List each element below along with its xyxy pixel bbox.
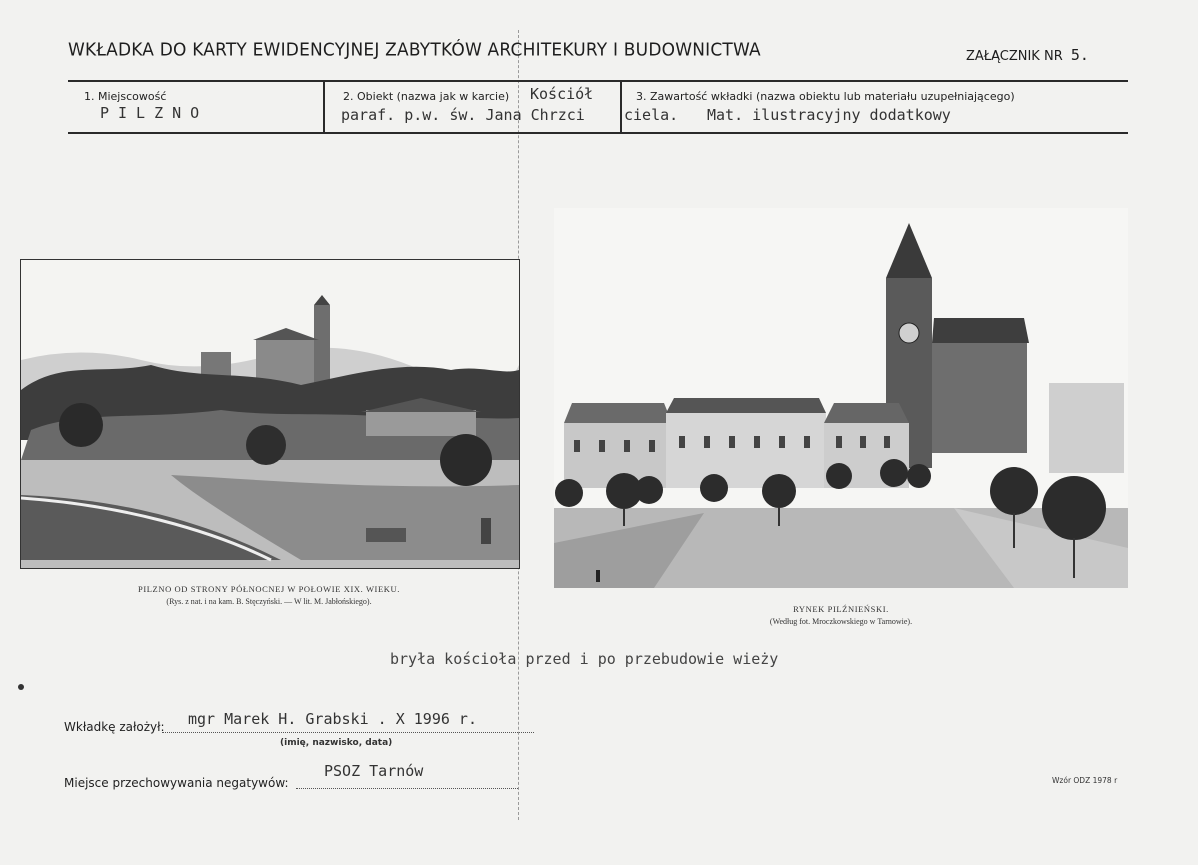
object-value-line1: Kościół — [530, 85, 594, 103]
table-divider-1 — [323, 80, 325, 134]
negatives-value: PSOZ Tarnów — [324, 762, 424, 780]
right-caption-credit: (Według fot. Mroczkowskiego w Tarnowie). — [769, 617, 913, 626]
left-caption-credit: (Rys. z nat. i na kam. B. Stęczyński. — W lit. M. Jabłońskiego). — [166, 597, 372, 606]
right-caption-title: RYNEK PILŹNIEŃSKI. — [793, 604, 889, 614]
author-dotted-line — [162, 732, 534, 733]
contents-value: Mat. ilustracyjny dodatkowy — [707, 106, 951, 124]
engraving-illustration — [21, 260, 519, 568]
table-divider-2 — [620, 80, 622, 134]
object-value-line2: paraf. p.w. św. Jana Chrzci — [341, 106, 585, 124]
right-photo-caption — [554, 604, 1128, 626]
table-top-rule — [68, 80, 1128, 82]
photo-note: bryła kościoła przed i po przebudowie wieży — [390, 650, 779, 668]
left-photo-caption — [20, 584, 518, 606]
left-caption-title: PILZNO OD STRONY PÓŁNOCNEJ W POŁOWIE XIX. WIEKU. — [138, 584, 400, 594]
photo-town-north — [20, 259, 520, 569]
annex-label — [966, 46, 1089, 64]
object-label: 2. Obiekt (nazwa jak w karcie) — [343, 90, 510, 103]
locality-value: PILZNO — [100, 104, 209, 122]
form-code: Wzór ODZ 1978 r — [1052, 776, 1118, 785]
negatives-label: Miejsce przechowywania negatywów: — [64, 776, 289, 790]
table-bottom-rule — [68, 132, 1128, 134]
author-value: mgr Marek H. Grabski . X 1996 r. — [188, 710, 477, 728]
locality-label: 1. Miejscowość — [84, 90, 167, 103]
negatives-dotted-line — [296, 788, 518, 789]
annex-number: 5. — [1070, 46, 1089, 64]
photo-market-square — [554, 208, 1128, 588]
contents-value-prefix: ciela. — [624, 106, 679, 124]
punch-hole — [18, 684, 24, 690]
author-sublabel: (imię, nazwisko, data) — [280, 738, 393, 748]
author-label: Wkładkę założył: — [64, 720, 165, 734]
market-square-photo — [554, 208, 1128, 588]
document-title: WKŁADKA DO KARTY EWIDENCYJNEJ ZABYTKÓW ARCHITEKURY I BUDOWNICTWA — [68, 39, 761, 61]
annex-label-text: ZAŁĄCZNIK NR — [966, 49, 1063, 64]
contents-label: 3. Zawartość wkładki (nazwa obiektu lub materiału uzupełniającego) — [636, 90, 1015, 103]
